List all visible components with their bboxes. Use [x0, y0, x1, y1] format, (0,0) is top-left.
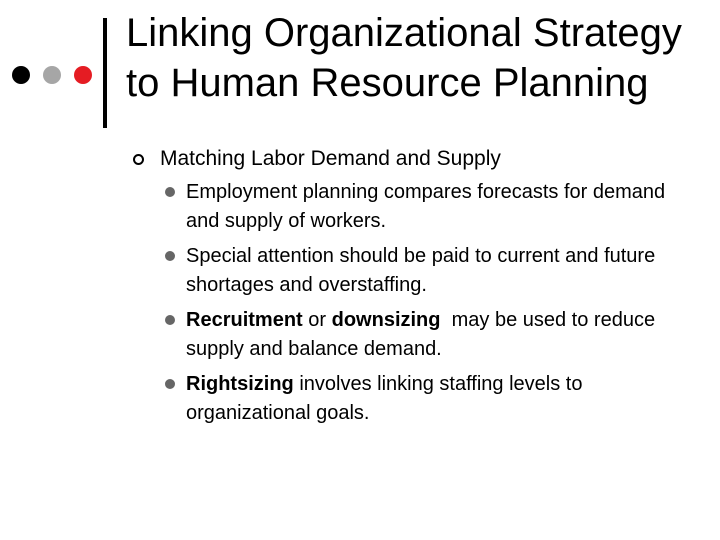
sub-bullet-item: [162, 370, 704, 428]
filled-bullet-icon: [165, 187, 175, 197]
title-divider-bar: [103, 18, 107, 128]
title-line-1: Linking Organizational Strategy: [126, 11, 682, 55]
slide-content: [124, 146, 704, 428]
sub-bullet-text: may be used to reduce supply and balance demand.: [186, 309, 661, 360]
sub-bullet-text: or: [302, 309, 332, 331]
bold-term: Rightsizing: [186, 373, 294, 395]
filled-bullet-icon: [165, 251, 175, 261]
bullet-level-1: [124, 146, 704, 172]
sub-bullet-item: [162, 242, 704, 300]
sub-bullet-text: Special attention should be paid to current and future shortages and overstaffing.: [186, 245, 661, 296]
hollow-bullet-icon: [133, 154, 144, 165]
sub-bullet-text: Employment planning compares forecasts for demand and supply of workers.: [186, 181, 671, 232]
dot-black: [12, 66, 30, 84]
bold-term: downsizing: [331, 309, 441, 331]
filled-bullet-icon: [165, 315, 175, 325]
filled-bullet-icon: [165, 379, 175, 389]
bold-term: Recruitment: [186, 309, 303, 331]
sub-bullet-text: involves linking staffing levels to organizational goals.: [186, 373, 588, 424]
sub-bullet-list: [124, 178, 704, 428]
sub-bullet-item: [162, 306, 704, 364]
dot-red: [74, 66, 92, 84]
title-line-2: to Human Resource Planning: [126, 61, 649, 105]
dot-gray: [43, 66, 61, 84]
sub-bullet-item: [162, 178, 704, 236]
bullet-text: Matching Labor Demand and Supply: [160, 147, 501, 170]
slide-title: [126, 8, 716, 108]
